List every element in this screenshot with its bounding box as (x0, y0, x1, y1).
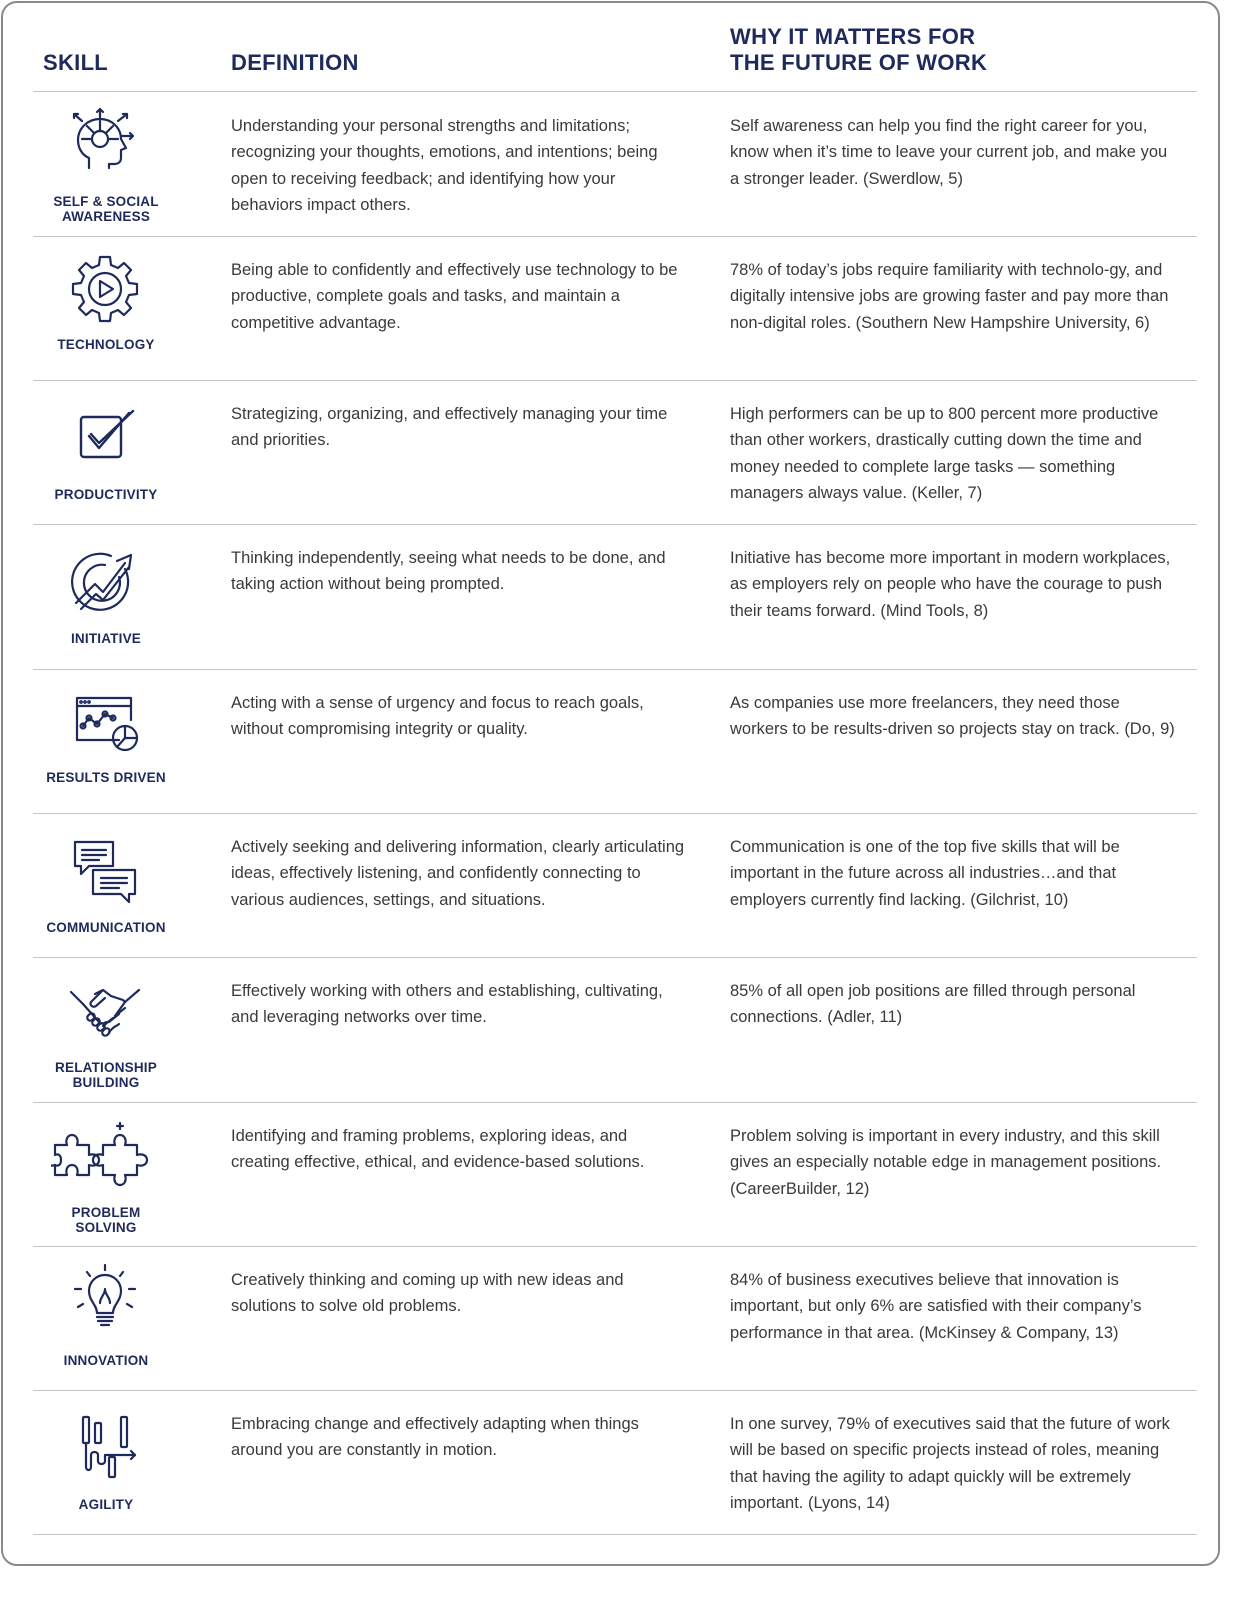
skill-definition: Understanding your personal strengths and limitations; recognizing your thoughts, emotions, and intentions; being open to receiving feedback; and identifying how your behaviors impact others. (231, 117, 658, 214)
skill-name: RELATIONSHIP BUILDING (55, 1060, 157, 1090)
table-row (3, 381, 1218, 525)
skill-definition: Thinking independently, seeing what needs to be done, and taking action without being prompted. (231, 549, 666, 594)
table-row (3, 237, 1218, 381)
skill-definition: Identifying and framing problems, exploring ideas, and creating effective, ethical, and evidence-based solutions. (231, 1127, 645, 1172)
skill-why: In one survey, 79% of executives said that the future of work will be based on specific projects instead of roles, meaning that having the agility to adapt quickly will be extremely important. (Lyons, 14) (730, 1415, 1170, 1512)
puzzle-icon (51, 1119, 155, 1191)
table-row (3, 1103, 1218, 1247)
table-row (3, 670, 1218, 814)
skill-why: 78% of today’s jobs require familiarity with technolo-gy, and digitally intensive jobs are growing faster and pay more than non-digital roles. (Southern New Hampshire University, 6) (730, 261, 1169, 332)
table-row (3, 1391, 1218, 1535)
skill-definition: Acting with a sense of urgency and focus to reach goals, without compromising integrity or quality. (231, 694, 644, 739)
divider (33, 1534, 1197, 1535)
skill-name: AGILITY (78, 1497, 134, 1512)
header-why-line-2: THE FUTURE OF WORK (730, 50, 988, 75)
header-skill: SKILL (43, 50, 109, 75)
skill-definition: Embracing change and effectively adapting when things around you are constantly in motion. (231, 1415, 639, 1460)
table-header (3, 3, 1218, 94)
lightbulb-icon (69, 1263, 141, 1335)
table-row (3, 92, 1218, 237)
skill-why: As companies use more freelancers, they need those workers to be results-driven so projects stay on track. (Do, 9) (730, 694, 1175, 739)
skill-definition: Strategizing, organizing, and effectively managing your time and priorities. (231, 405, 668, 450)
skill-name: TECHNOLOGY (57, 337, 155, 352)
skill-name: COMMUNICATION (46, 920, 166, 935)
skill-why: High performers can be up to 800 percent more productive than other workers, drastically cutting down the time and money needed to complete large tasks — something managers always value. (Keller, 7) (730, 405, 1159, 502)
target-arrow-icon (69, 547, 141, 619)
agility-flow-icon (69, 1411, 141, 1483)
skill-definition: Effectively working with others and establishing, cultivating, and leveraging networks over time. (231, 982, 663, 1027)
skill-definition: Creatively thinking and coming up with new ideas and solutions to solve old problems. (231, 1271, 624, 1316)
skill-name: PRODUCTIVITY (54, 487, 158, 502)
gear-play-icon (69, 253, 141, 325)
chat-bubbles-icon (69, 838, 141, 910)
head-arrows-icon (69, 106, 141, 178)
skill-name: PROBLEM SOLVING (71, 1205, 141, 1235)
skill-why: Problem solving is important in every industry, and this skill gives an especially notable edge in management positions. (CareerBuilder, 12) (730, 1127, 1162, 1198)
header-why-line-1: WHY IT MATTERS FOR (730, 24, 976, 49)
skill-name: RESULTS DRIVEN (46, 770, 166, 785)
skill-why: Initiative has become more important in modern workplaces, as employers rely on people who have the courage to push their teams forward. (Mind Tools, 8) (730, 549, 1171, 620)
skill-name: INNOVATION (63, 1353, 149, 1368)
table-row (3, 1247, 1218, 1391)
table-row (3, 958, 1218, 1102)
dashboard-chart-icon (69, 692, 141, 764)
skill-why: 84% of business executives believe that innovation is important, but only 6% are satisfied with their company’s performance in that area. (McKinsey & Company, 13) (730, 1271, 1142, 1342)
skill-definition: Being able to confidently and effectively use technology to be productive, complete goals and tasks, and maintain a competitive advantage. (231, 261, 678, 332)
handshake-icon (69, 978, 141, 1050)
skill-name: INITIATIVE (70, 631, 141, 646)
document-frame (1, 1, 1220, 1566)
skill-name: SELF & SOCIAL AWARENESS (53, 194, 159, 224)
skill-definition: Actively seeking and delivering information, clearly articulating ideas, effectively listening, and confidently connecting to various audiences, settings, and situations. (231, 838, 685, 909)
header-why-it-matters (730, 24, 1130, 76)
table-row (3, 525, 1218, 669)
checkbox-icon (69, 407, 141, 479)
skill-why: Self awareness can help you find the right career for you, know when it’s time to leave your current job, and make you a stronger leader. (Swerdlow, 5) (730, 117, 1168, 188)
header-definition: DEFINITION (231, 50, 359, 75)
skill-why: 85% of all open job positions are filled through personal connections. (Adler, 11) (730, 982, 1136, 1027)
skill-why: Communication is one of the top five skills that will be important in the future across all industries…and that employers currently find lacking. (Gilchrist, 10) (730, 838, 1120, 909)
table-row (3, 814, 1218, 958)
